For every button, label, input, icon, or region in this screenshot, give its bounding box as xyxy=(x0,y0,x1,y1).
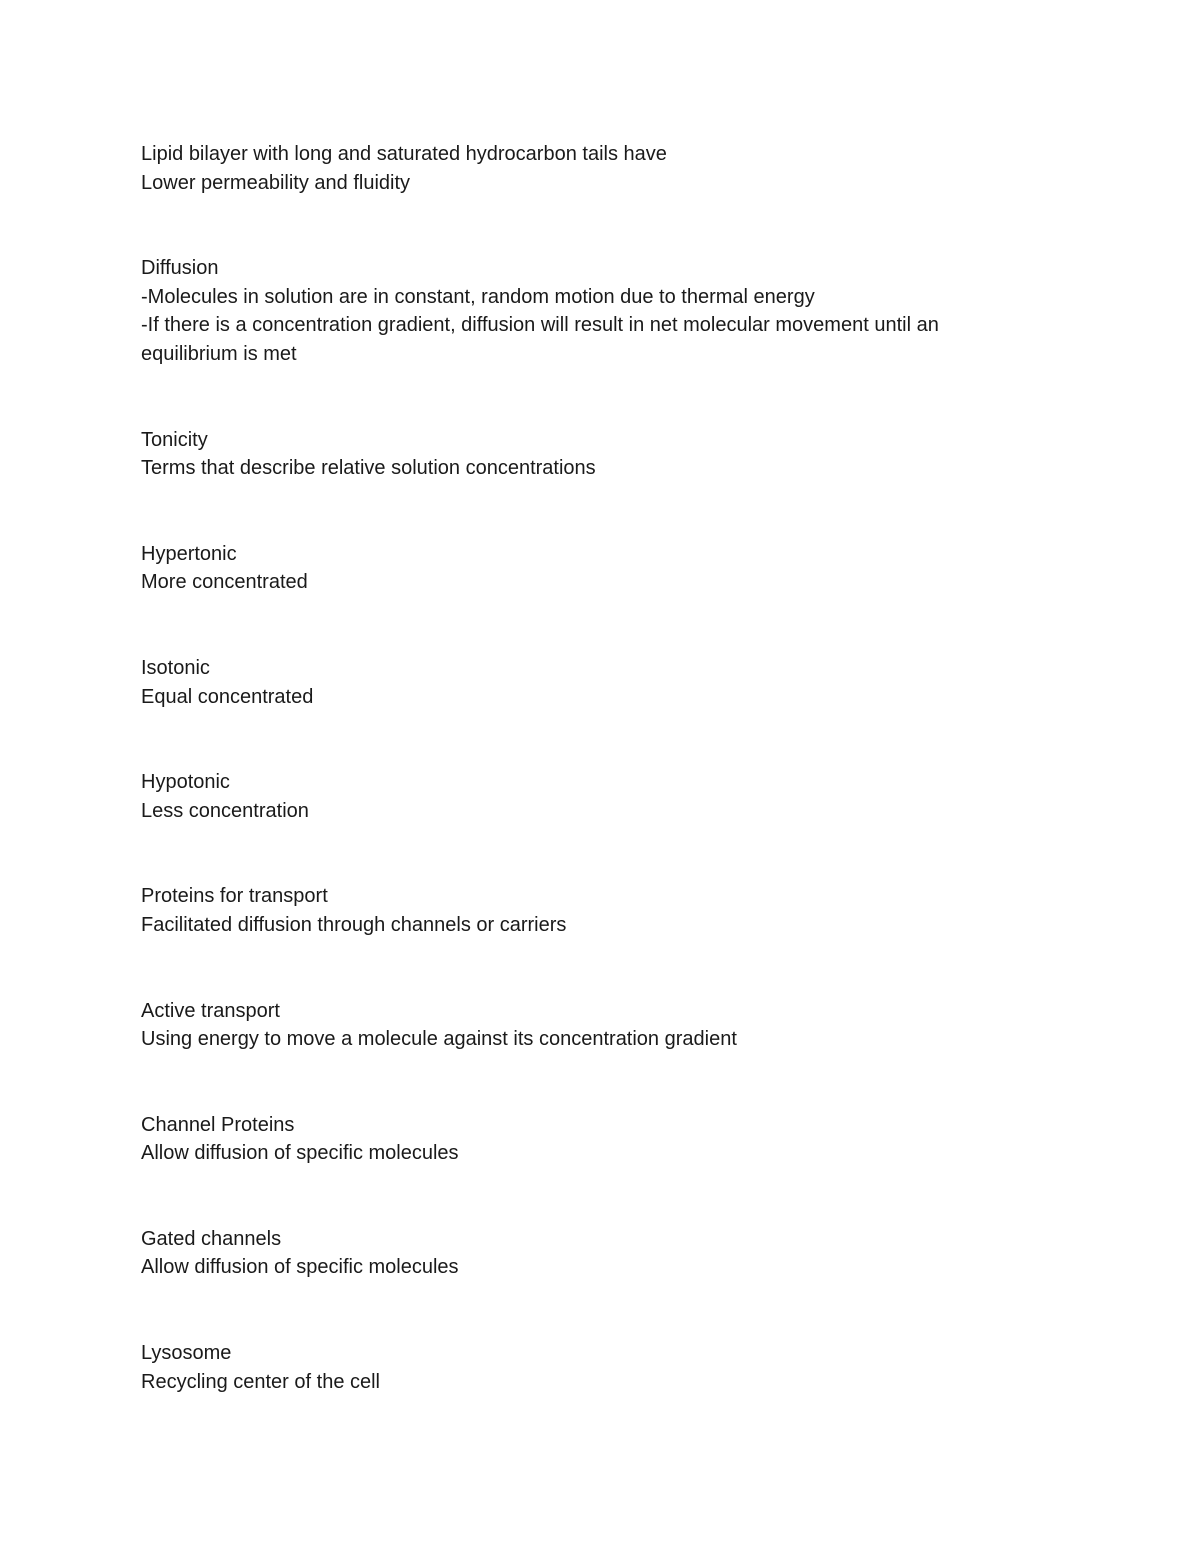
entry-diffusion xyxy=(141,254,1041,368)
entry-tonicity xyxy=(141,426,1041,483)
entry-heading: Lysosome xyxy=(141,1342,232,1365)
entry-text: Less concentration xyxy=(141,799,309,822)
entry-text: equilibrium is met xyxy=(141,342,297,365)
entry-channel-proteins xyxy=(141,1111,1041,1168)
entry-heading: Hypotonic xyxy=(141,771,230,794)
entry-heading: Gated channels xyxy=(141,1227,282,1250)
entry-lysosome xyxy=(141,1339,1041,1396)
entry-text: Lipid bilayer with long and saturated hydrocarbon tails have xyxy=(141,143,667,165)
entry-text: -Molecules in solution are in constant, random motion due to thermal energy xyxy=(141,285,815,308)
entry-heading: Hypertonic xyxy=(141,542,237,565)
entry-text: Recycling center of the cell xyxy=(141,1370,381,1393)
entry-heading: Tonicity xyxy=(141,428,208,451)
entry-text: Equal concentrated xyxy=(141,685,314,708)
entry-active-transport xyxy=(141,997,1041,1054)
entry-hypotonic xyxy=(141,768,1041,825)
entry-text: Facilitated diffusion through channels or carriers xyxy=(141,913,567,936)
document-body xyxy=(141,140,1041,1453)
entry-text: -If there is a concentration gradient, diffusion will result in net molecular movement until an xyxy=(141,314,939,337)
entry-heading: Active transport xyxy=(141,999,280,1022)
entry-hypertonic xyxy=(141,540,1041,597)
entry-heading: Isotonic xyxy=(141,656,210,679)
entry-isotonic xyxy=(141,654,1041,711)
entry-text: More concentrated xyxy=(141,571,308,594)
entry-text: Allow diffusion of specific molecules xyxy=(141,1142,459,1165)
entry-heading: Channel Proteins xyxy=(141,1113,295,1136)
entry-text: Allow diffusion of specific molecules xyxy=(141,1256,459,1279)
entry-text: Terms that describe relative solution concentrations xyxy=(141,457,596,480)
entry-text: Lower permeability and fluidity xyxy=(141,171,411,194)
entry-lipid-bilayer xyxy=(141,140,1041,197)
entry-heading: Diffusion xyxy=(141,257,219,280)
entry-gated-channels xyxy=(141,1225,1041,1282)
entry-proteins-for-transport xyxy=(141,882,1041,939)
entry-heading: Proteins for transport xyxy=(141,885,328,908)
entry-text: Using energy to move a molecule against its concentration gradient xyxy=(141,1028,737,1051)
